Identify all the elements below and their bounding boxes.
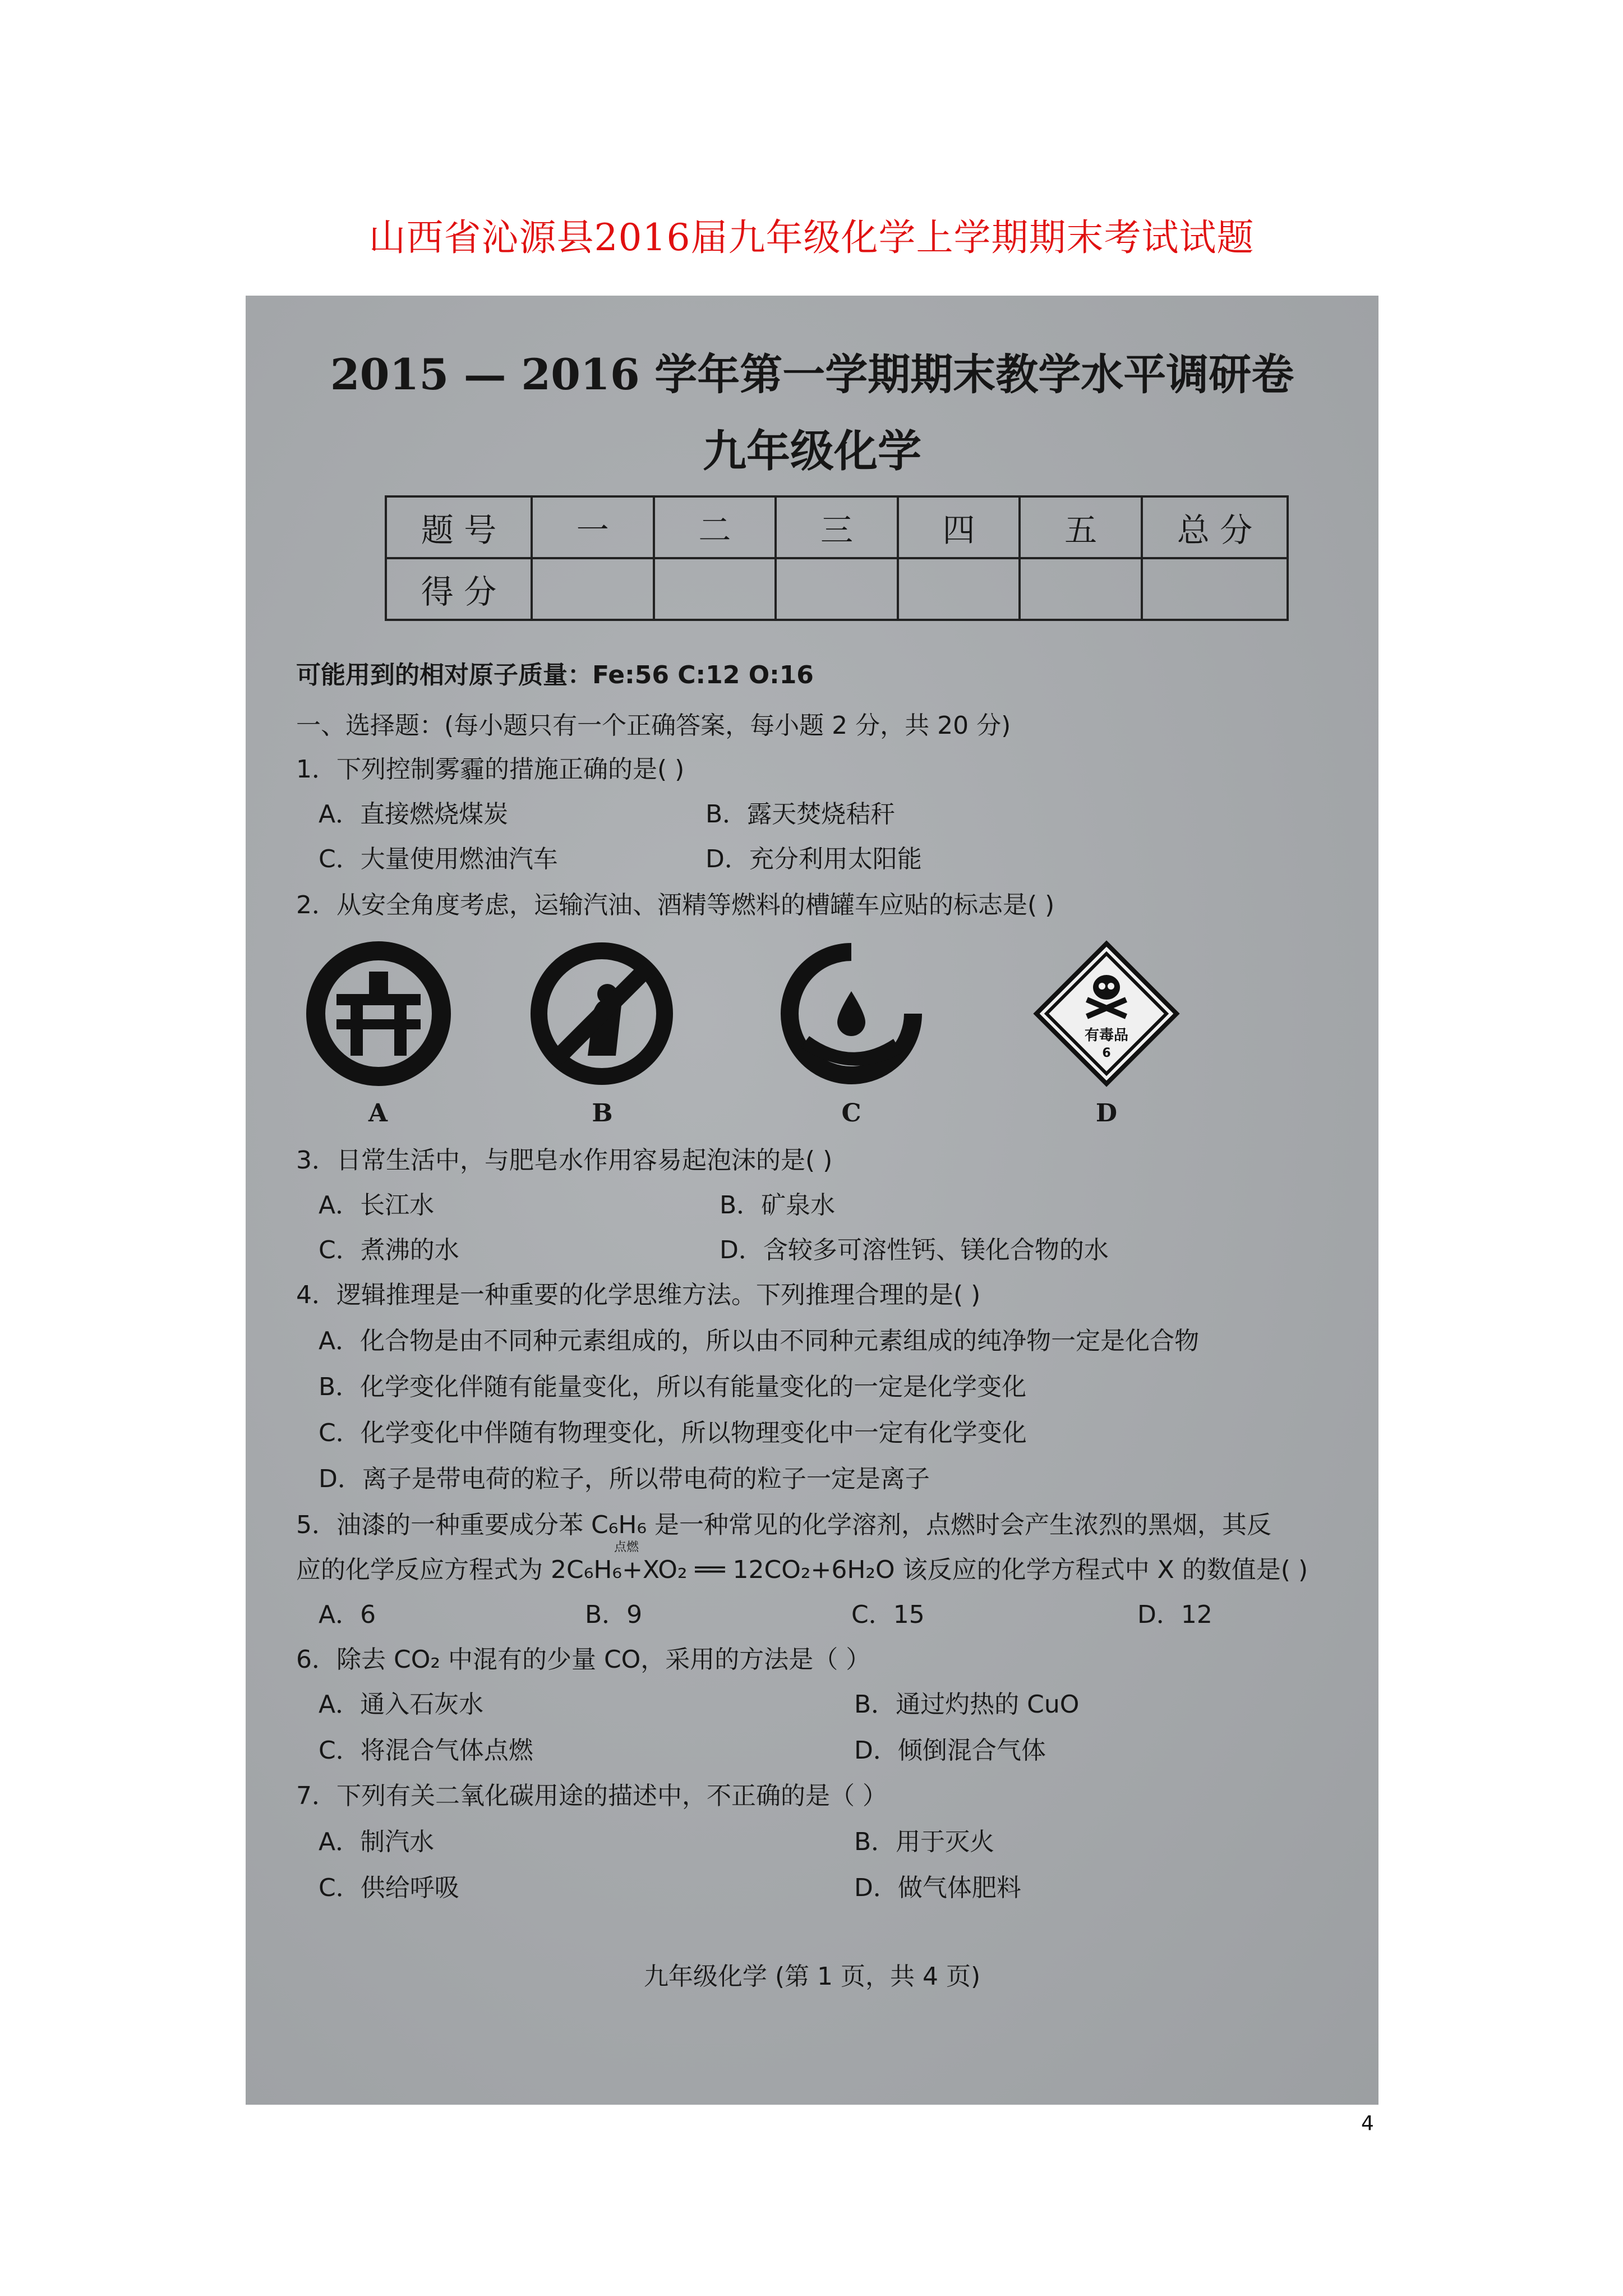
score-table-cell: 题 号 xyxy=(386,496,532,558)
score-table xyxy=(385,495,1289,621)
question-7-option-a: A．制汽水 xyxy=(319,1828,435,1856)
score-table-cell: 三 xyxy=(776,496,898,558)
question-4-option-a: A．化合物是由不同种元素组成的，所以由不同种元素组成的纯净物一定是化合物 xyxy=(319,1327,1200,1355)
sign-a-icon xyxy=(303,938,454,1089)
score-table-empty-cell xyxy=(654,558,776,620)
question-5-stem-line-1: 5．油漆的一种重要成分苯 C₆H₆ 是一种常见的化学溶剂，点燃时会产生浓烈的黑烟，其反 xyxy=(296,1511,1272,1539)
sign-d-caption: 有毒品 xyxy=(1084,1027,1129,1044)
exam-page-footer: 九年级化学 (第 1 页，共 4 页) xyxy=(643,1962,981,1991)
question-7-option-d: D．做气体肥料 xyxy=(854,1874,1021,1902)
question-5-option-b: B．9 xyxy=(585,1600,643,1629)
score-table-empty-cell xyxy=(532,558,654,620)
question-2-stem: 2．从安全角度考虑，运输汽油、酒精等燃料的槽罐车应贴的标志是( ) xyxy=(296,891,1055,919)
score-table-cell: 四 xyxy=(898,496,1020,558)
sign-b-no-fire-icon xyxy=(526,938,677,1089)
question-7-stem: 7．下列有关二氧化碳用途的描述中，不正确的是（ ） xyxy=(296,1782,887,1810)
sign-d-class-number: 6 xyxy=(1102,1046,1111,1060)
question-6-option-d: D．倾倒混合气体 xyxy=(854,1736,1046,1765)
question-1-option-d: D．充分利用太阳能 xyxy=(706,845,922,873)
question-6-option-c: C．将混合气体点燃 xyxy=(319,1736,533,1765)
sign-c-label: C xyxy=(841,1099,861,1128)
section1-heading: 一、选择题：(每小题只有一个正确答案，每小题 2 分，共 20 分) xyxy=(296,711,1011,740)
score-table-score-row xyxy=(386,558,1288,620)
question-1-stem: 1．下列控制雾霾的措施正确的是( ) xyxy=(296,755,685,784)
sign-d-toxic-icon xyxy=(1031,938,1182,1089)
question-6-stem: 6．除去 CO₂ 中混有的少量 CO，采用的方法是（ ） xyxy=(296,1645,871,1674)
score-table-cell: 二 xyxy=(654,496,776,558)
sign-a-label: A xyxy=(368,1099,388,1128)
question-3-option-a: A．长江水 xyxy=(319,1191,435,1220)
score-table-cell: 五 xyxy=(1020,496,1142,558)
question-1-option-b: B．露天焚烧秸秆 xyxy=(706,800,896,829)
question-5-reaction-condition: 点燃 xyxy=(614,1540,639,1554)
question-5-stem-line-2: 应的化学反应方程式为 2C₆H₆+XO₂ ══ 12CO₂+6H₂O 该反应的化学方程式中 X 的数值是( ) xyxy=(296,1556,1308,1584)
question-3-option-d: D．含较多可溶性钙、镁化合物的水 xyxy=(720,1236,1109,1264)
score-table-empty-cell xyxy=(776,558,898,620)
question-1-option-a: A．直接燃烧煤炭 xyxy=(319,800,509,829)
score-table-cell: 总 分 xyxy=(1142,496,1288,558)
question-4-option-c: C．化学变化中伴随有物理变化，所以物理变化中一定有化学变化 xyxy=(319,1419,1027,1447)
sign-d-label: D xyxy=(1095,1099,1118,1128)
document-title: 山西省沁源县2016届九年级化学上学期期末考试试题 xyxy=(368,216,1255,259)
question-6-option-a: A．通入石灰水 xyxy=(319,1690,484,1719)
question-3-stem: 3．日常生活中，与肥皂水作用容易起泡沫的是( ) xyxy=(296,1146,833,1175)
atomic-masses: 可能用到的相对原子质量：Fe:56 C:12 O:16 xyxy=(296,661,814,689)
score-table-empty-cell xyxy=(898,558,1020,620)
score-table-empty-cell xyxy=(1142,558,1288,620)
question-3-option-b: B．矿泉水 xyxy=(720,1191,836,1220)
question-4-option-d: D．离子是带电荷的粒子，所以带电荷的粒子一定是离子 xyxy=(319,1465,930,1493)
exam-title: 2015 — 2016 学年第一学期期末教学水平调研卷 xyxy=(330,349,1294,399)
score-table-header-row xyxy=(386,496,1288,558)
score-table-empty-cell xyxy=(1020,558,1142,620)
exam-subtitle: 九年级化学 xyxy=(702,426,921,477)
question-4-stem: 4．逻辑推理是一种重要的化学思维方法。下列推理合理的是( ) xyxy=(296,1281,981,1309)
page-number: 4 xyxy=(1361,2112,1374,2135)
question-5-option-d: D．12 xyxy=(1137,1600,1212,1629)
question-3-option-c: C．煮沸的水 xyxy=(319,1236,459,1264)
sign-c-water-saving-icon xyxy=(776,938,927,1089)
question-5-option-a: A．6 xyxy=(319,1600,376,1629)
question-6-option-b: B．通过灼热的 CuO xyxy=(854,1690,1080,1719)
score-table-cell: 得 分 xyxy=(386,558,532,620)
sign-b-label: B xyxy=(592,1099,613,1128)
question-1-option-c: C．大量使用燃油汽车 xyxy=(319,845,558,873)
question-7-option-c: C．供给呼吸 xyxy=(319,1874,459,1902)
score-table-cell: 一 xyxy=(532,496,654,558)
question-5-option-c: C．15 xyxy=(851,1600,925,1629)
question-7-option-b: B．用于灭火 xyxy=(854,1828,995,1856)
scanned-exam-page xyxy=(246,296,1378,2105)
question-4-option-b: B．化学变化伴随有能量变化，所以有能量变化的一定是化学变化 xyxy=(319,1373,1027,1401)
